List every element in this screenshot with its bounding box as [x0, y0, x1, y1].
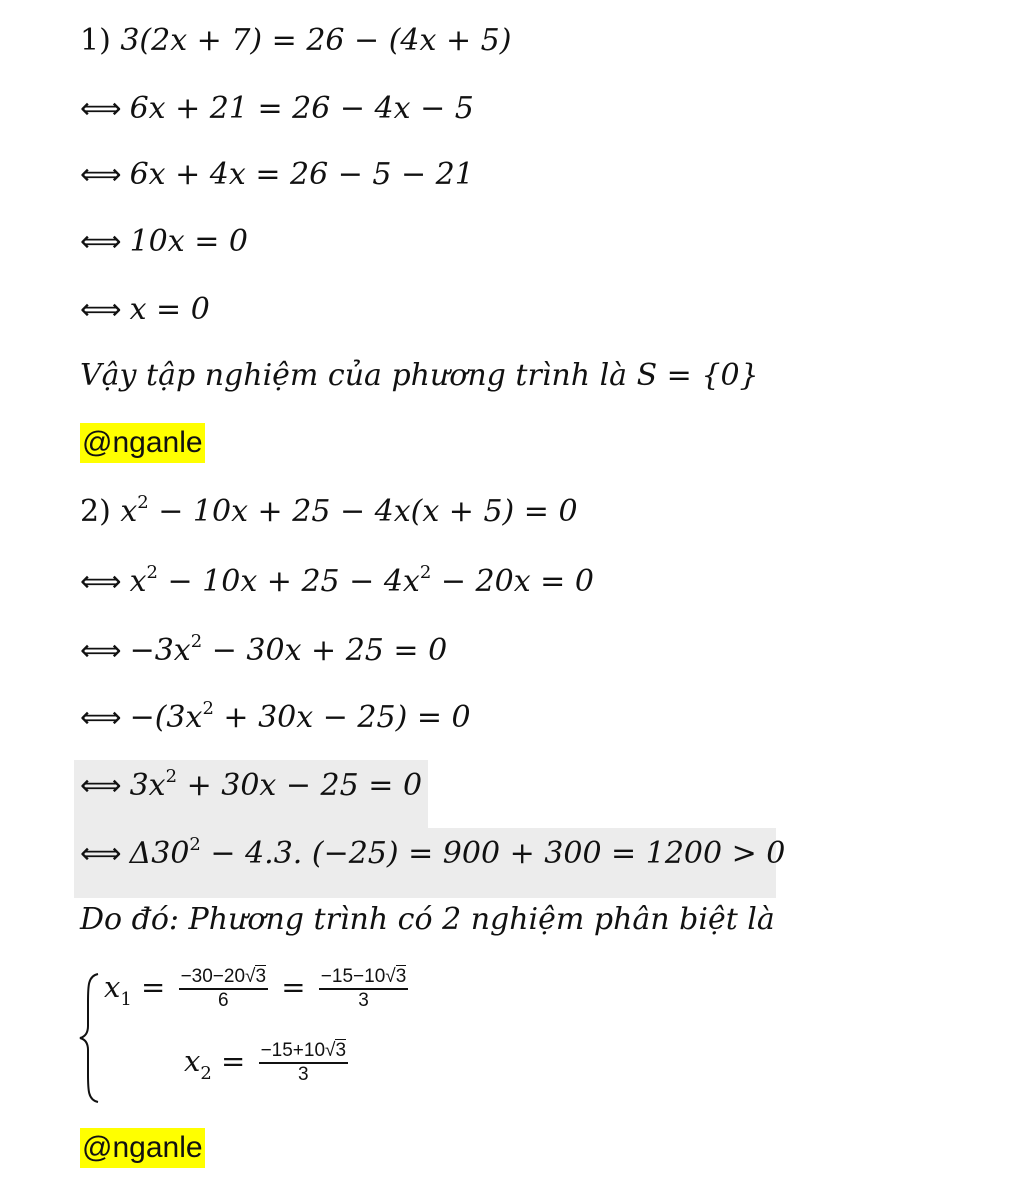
p1-step1: ⟺ 6x + 21 = 26 − 4x − 5	[80, 91, 474, 126]
x2-row: $x_2$ = $\frac{-15+10√3}{3}$	[184, 1040, 347, 1085]
p2-step4: ⟺ $3x^2 + 30x - 25 = 0$	[80, 766, 423, 803]
signature-tag: @nganle	[80, 423, 205, 463]
x1-fraction-1: $\frac{-30-20√3}{6}$	[180, 966, 267, 1011]
p1-step4: ⟺ x = 0	[80, 292, 210, 327]
iff-icon: ⟺	[80, 91, 122, 125]
p2-label: 2)	[80, 494, 111, 529]
iff-icon: ⟺	[80, 836, 122, 870]
iff-icon: ⟺	[80, 768, 122, 802]
p2-step1: ⟺ $x^2 - 10x + 25 - 4x^2 - 20x = 0$	[80, 562, 594, 599]
iff-icon: ⟺	[80, 157, 122, 191]
iff-icon: ⟺	[80, 292, 122, 326]
x1-fraction-2: $\frac{-15-10√3}{3}$	[320, 966, 407, 1011]
p2-step5: ⟺ $\Delta 30^2 - 4.3$. (−25) = 900 + 300 = 1200 > 0	[80, 834, 786, 871]
iff-icon: ⟺	[80, 564, 122, 598]
x2-fraction: $\frac{-15+10√3}{3}$	[260, 1040, 347, 1085]
p1-conclusion: Vậy tập nghiệm của phương trình là S = {0}	[80, 358, 759, 393]
p2-conclusion: Do đó: Phương trình có 2 nghiệm phân biệt là	[80, 902, 775, 937]
p1-equation	[80, 21, 511, 61]
iff-icon: ⟺	[80, 224, 122, 258]
p2-equation: 2) $x^2 - 10x + 25 - 4x(x + 5) = 0$	[80, 492, 578, 529]
x1-row: $x_1$ = $\frac{-30-20√3}{6}$ = $\frac{-15-10√3}{3}$	[104, 966, 407, 1011]
p1-label: 1)	[80, 23, 111, 58]
iff-icon: ⟺	[80, 700, 122, 734]
p1-step2: ⟺ 6x + 4x = 26 − 5 − 21	[80, 157, 474, 192]
left-brace-icon	[78, 972, 102, 1104]
iff-icon: ⟺	[80, 633, 122, 667]
p1-equation-text: 3(2x + 7) = 26 − (4x + 5)	[120, 23, 512, 58]
p2-step2: ⟺ $-3x^2 - 30x + 25 = 0$	[80, 631, 448, 668]
p1-step3: ⟺ 10x = 0	[80, 224, 248, 259]
p2-step3: ⟺ $-(3x^2 + 30x - 25) = 0$	[80, 698, 471, 735]
signature-tag: @nganle	[80, 1128, 205, 1168]
